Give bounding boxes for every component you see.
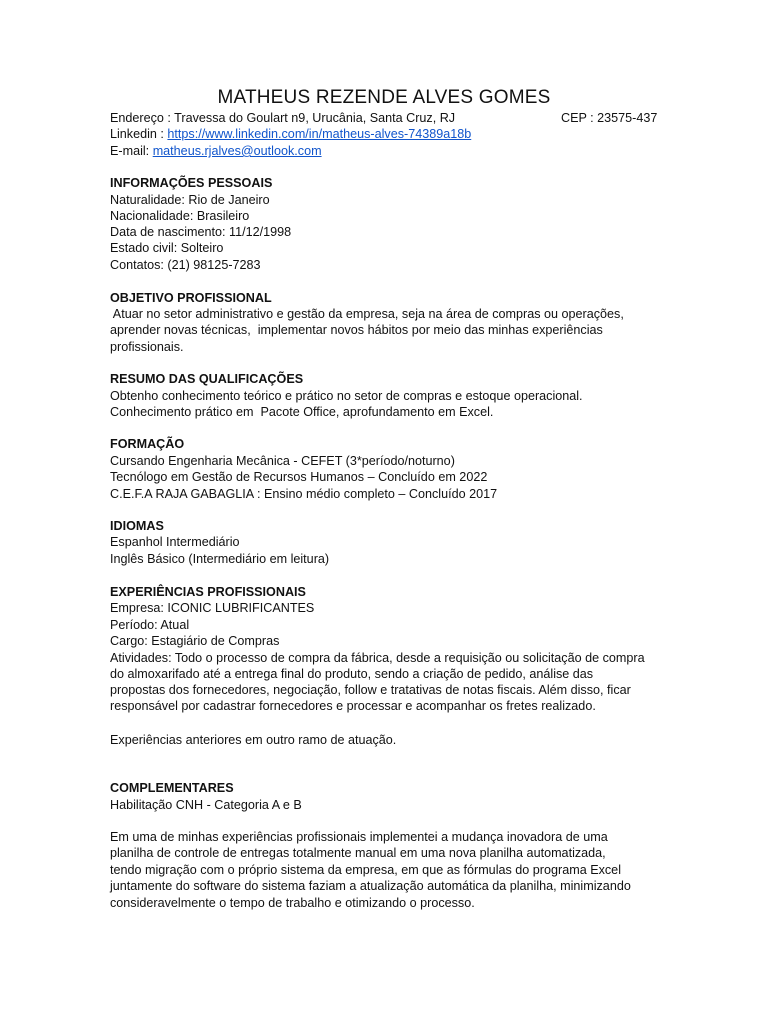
complementary-heading: COMPLEMENTARES <box>110 781 234 795</box>
education-line: C.E.F.A RAJA GABAGLIA : Ensino médio completo – Concluído 2017 <box>110 487 498 501</box>
experience-line: Cargo: Estagiário de Compras <box>110 634 280 648</box>
email-link[interactable]: matheus.rjalves@outlook.com <box>152 144 322 158</box>
experience-heading: EXPERIÊNCIAS PROFISSIONAIS <box>110 585 306 599</box>
personal-line: Naturalidade: Rio de Janeiro <box>110 193 270 207</box>
education-heading: FORMAÇÃO <box>110 437 185 451</box>
experience-line: Empresa: ICONIC LUBRIFICANTES <box>110 601 315 615</box>
previous-experience-line: Experiências anteriores em outro ramo de atuação. <box>110 733 397 747</box>
email-label: E-mail: <box>110 144 153 158</box>
objective-heading: OBJETIVO PROFISSIONAL <box>110 291 272 305</box>
experience-line: responsável por cadastrar fornecedores e processar e acompanhar os fretes realizado. <box>110 699 596 713</box>
education-line: Cursando Engenharia Mecânica - CEFET (3*período/noturno) <box>110 454 455 468</box>
personal-line: Nacionalidade: Brasileiro <box>110 209 250 223</box>
personal-line: Contatos: (21) 98125-7283 <box>110 258 261 272</box>
linkedin-link[interactable]: https://www.linkedin.com/in/matheus-alves-74389a18b <box>167 127 472 141</box>
languages-heading: IDIOMAS <box>110 519 164 533</box>
license-line: Habilitação CNH - Categoria A e B <box>110 798 302 812</box>
email-line <box>110 143 322 159</box>
complementary-line: tendo migração com o próprio sistema da empresa, em que as fórmulas do programa Excel <box>110 863 621 877</box>
education-line: Tecnólogo em Gestão de Recursos Humanos – Concluído em 2022 <box>110 470 488 484</box>
language-line: Espanhol Intermediário <box>110 535 240 549</box>
personal-info-heading: INFORMAÇÕES PESSOAIS <box>110 176 273 190</box>
objective-line: aprender novas técnicas, implementar novos hábitos por meio das minhas experiências <box>110 323 603 337</box>
complementary-line: juntamente do software do sistema faziam a atualização automática da planilha, minimizando <box>110 879 631 893</box>
language-line: Inglês Básico (Intermediário em leitura) <box>110 552 330 566</box>
personal-line: Data de nascimento: 11/12/1998 <box>110 225 292 239</box>
cep-line: CEP : 23575-437 <box>561 111 658 125</box>
experience-line: Atividades: Todo o processo de compra da fábrica, desde a requisição ou solicitação de compra <box>110 651 645 665</box>
experience-line: Período: Atual <box>110 618 190 632</box>
resume-name-title: MATHEUS REZENDE ALVES GOMES <box>217 87 551 108</box>
qualifications-line: Obtenho conhecimento teórico e prático no setor de compras e estoque operacional. <box>110 389 583 403</box>
complementary-line: planilha de controle de entregas totalmente manual em uma nova planilha automatizada, <box>110 846 606 860</box>
linkedin-label: Linkedin : <box>110 127 168 141</box>
complementary-line: Em uma de minhas experiências profissionais implementei a mudança inovadora de uma <box>110 830 608 844</box>
linkedin-line <box>110 126 471 142</box>
objective-line: profissionais. <box>110 340 184 354</box>
experience-line: do almoxarifado até a entrega final do produto, sendo a criação de pedido, análise das <box>110 667 594 681</box>
experience-line: propostas dos fornecedores, negociação, follow e tratativas de notas fiscais. Além disso, ficar <box>110 683 631 697</box>
objective-line: Atuar no setor administrativo e gestão da empresa, seja na área de compras ou operações, <box>110 307 624 321</box>
personal-line: Estado civil: Solteiro <box>110 241 224 255</box>
qualifications-heading: RESUMO DAS QUALIFICAÇÕES <box>110 372 304 386</box>
address-line: Endereço : Travessa do Goulart n9, Urucânia, Santa Cruz, RJ <box>110 111 456 125</box>
complementary-line: consideravelmente o tempo de trabalho e otimizando o processo. <box>110 896 475 910</box>
qualifications-line: Conhecimento prático em Pacote Office, aprofundamento em Excel. <box>110 405 494 419</box>
